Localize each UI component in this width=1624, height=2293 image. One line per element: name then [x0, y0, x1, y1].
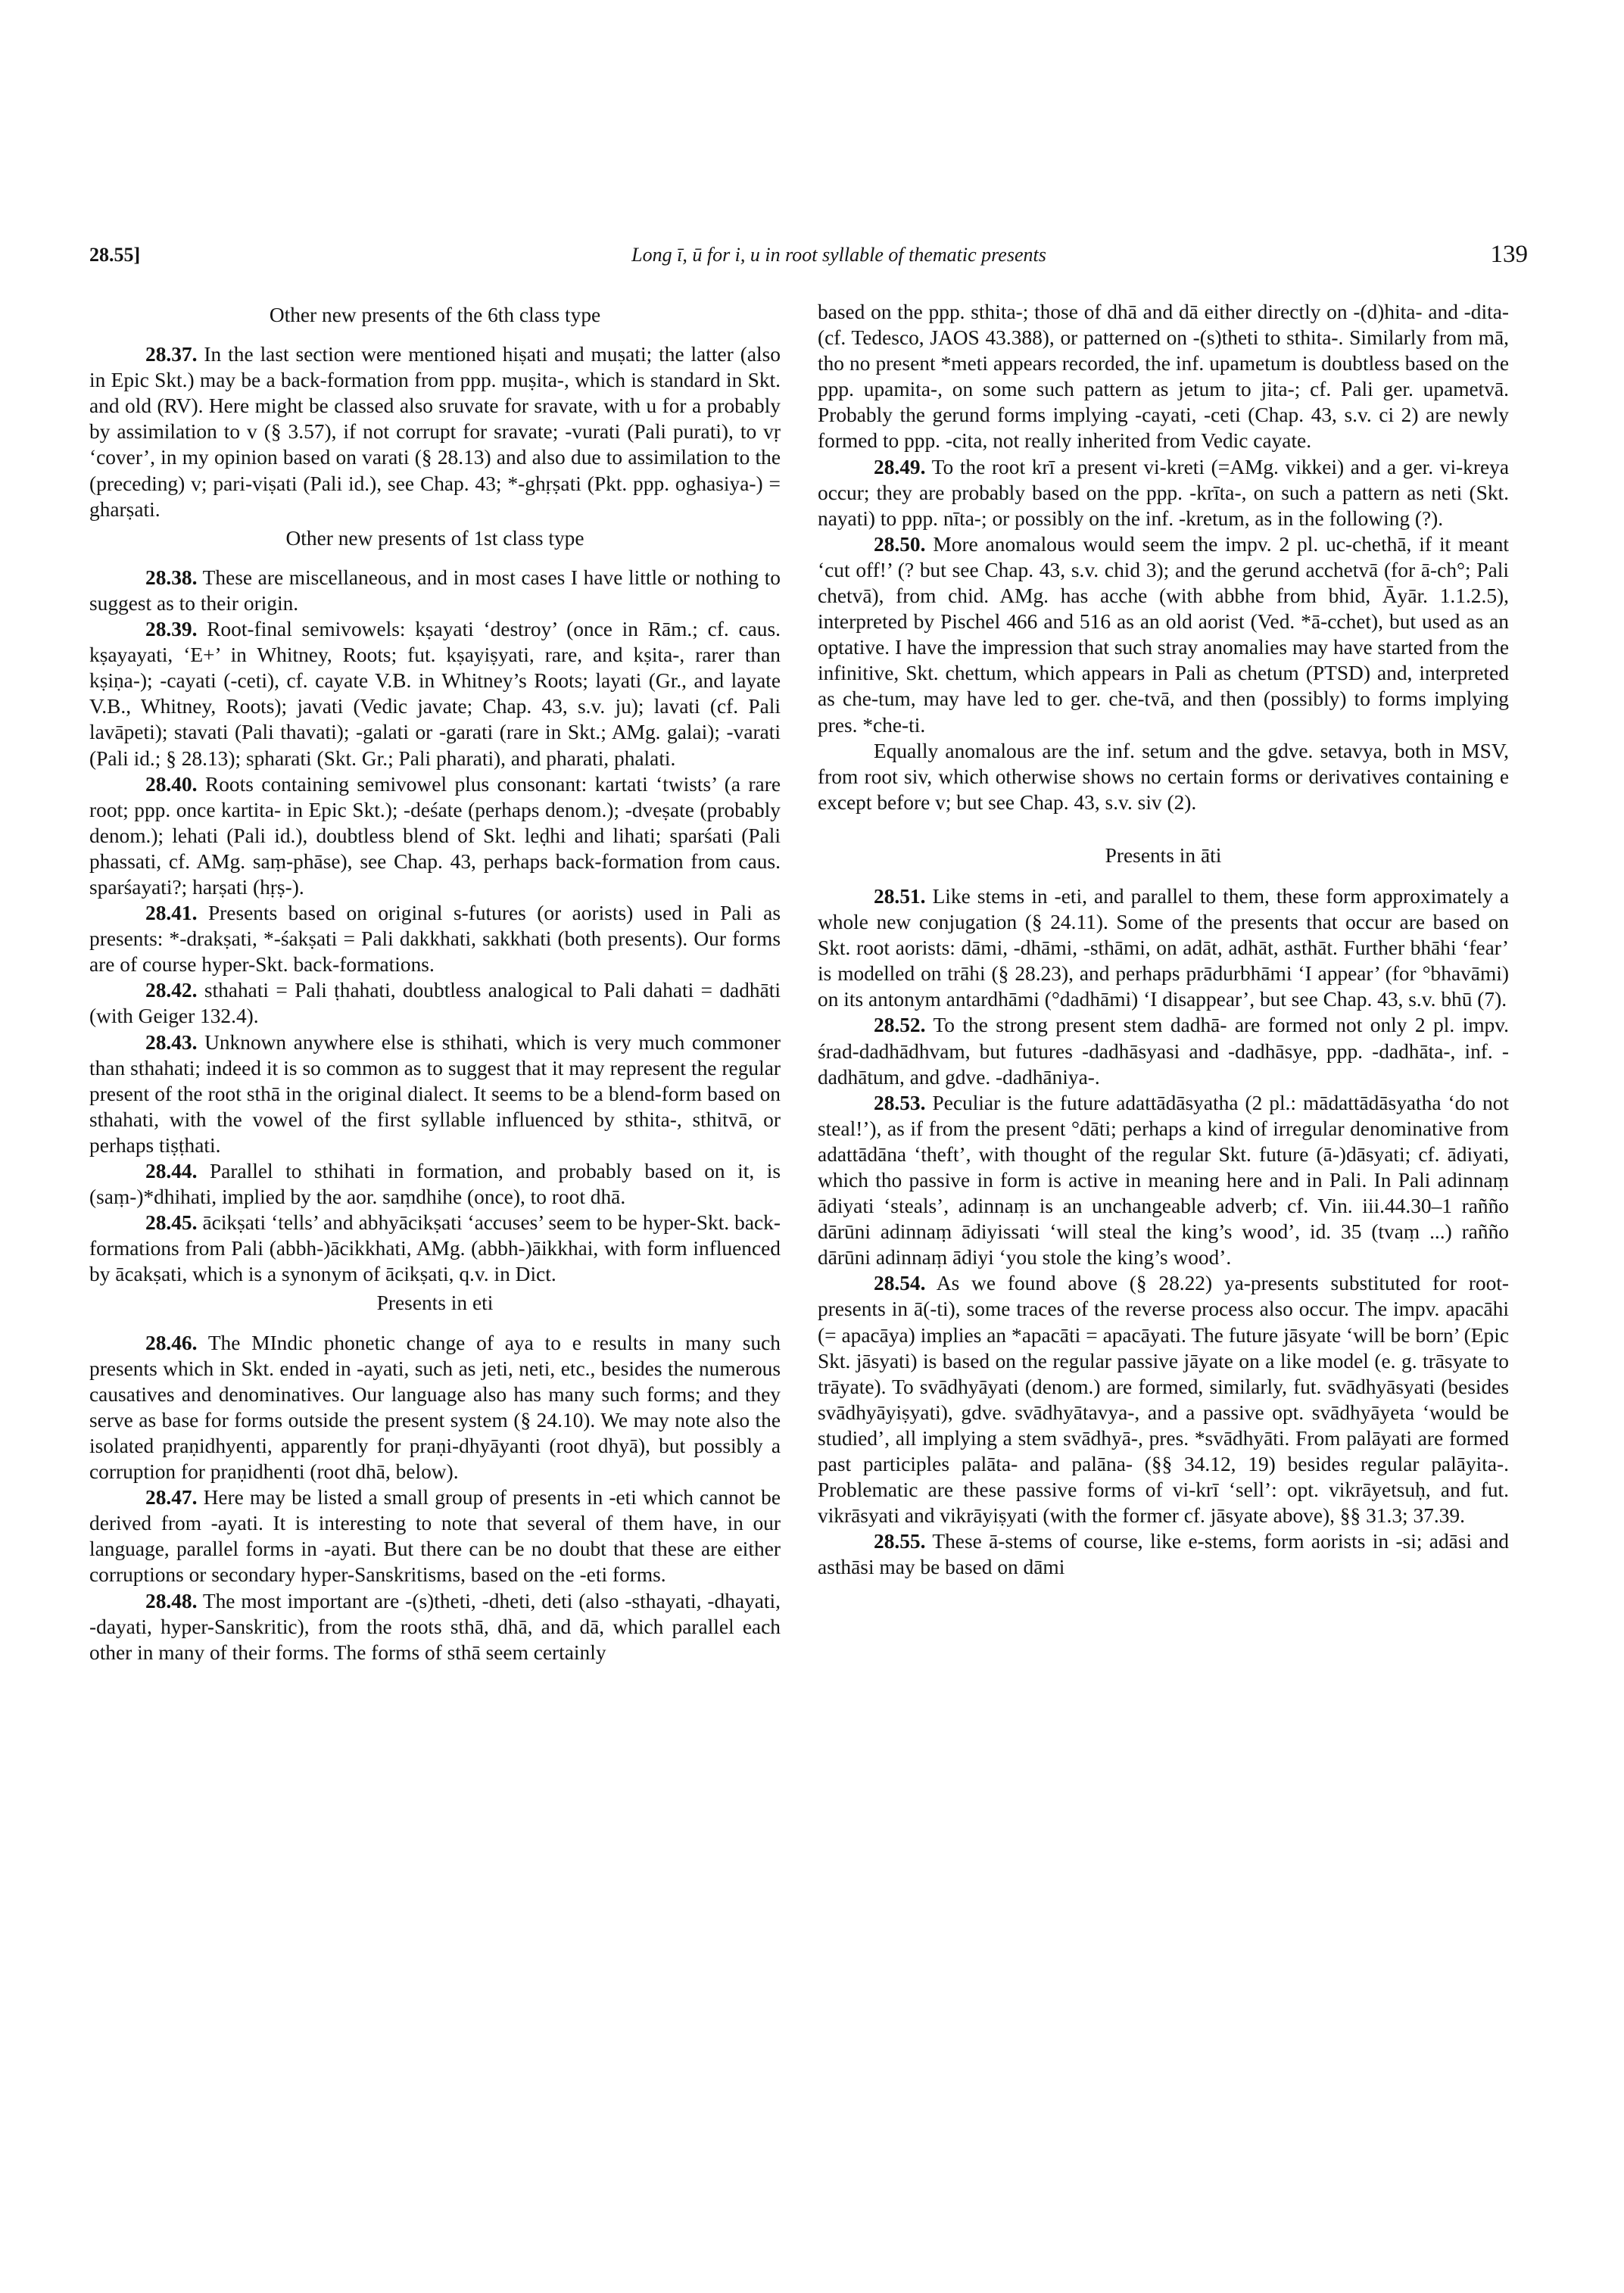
right-column — [818, 299, 1509, 1581]
paragraph-number: 28.47. — [145, 1486, 198, 1509]
paragraph — [89, 1485, 781, 1587]
paragraph-number: 28.38. — [145, 565, 198, 589]
paragraph-number: 28.41. — [145, 902, 198, 925]
paragraph-text: based on the ppp. sthita-; those of dhā and dā either directly on -(d)hita- and -dita- (cf. Tedesco, JAOS 43.388), or patterned on -(s)theti to sthita-. Similarly from mā, tho no present *meti appears recorded, the inf. upametum is doubtless based on the ppp. upamita-, on some such pattern as jetum to jita-; cf. Pali ger. upametvā. Probably the gerund forms implying -cayati, -ceti (Chap. 43, s.v. ci 2) are newly formed to ppp. -cita, not really inherited from Vedic cayate. — [818, 301, 1509, 453]
paragraph — [89, 1210, 781, 1287]
paragraph — [89, 1588, 781, 1665]
paragraph-number: 28.52. — [874, 1014, 926, 1037]
section-heading: Presents in āti — [1105, 843, 1222, 867]
paragraph-number: 28.40. — [145, 772, 198, 796]
paragraph — [89, 1330, 781, 1485]
paragraph — [818, 1528, 1509, 1580]
paragraph-number: 28.45. — [145, 1211, 198, 1235]
section-heading: Other new presents of 1st class type — [285, 526, 584, 550]
paragraph-text: Root-final semivowels: kṣayati ‘destroy’ (once in Rām.; cf. caus. kṣayayati, ‘E+’ in Whitney, Roots; fut. kṣayiṣyati, rare, and kṣita-, rarer than kṣiṇa-); -cayati (-ceti), cf. cayate V.B. in Whitney’s Roots; layati (Gr., and layate V.B., Whitney, Roots); javati (Vedic javate; Chap. 43, s.v. ju); lavati (cf. Pali lavāpeti); stavati (Pali thavati); -galati or -garati (rare in Skt.; AMg. galai); -varati (Pali id.; § 28.13); spharati (Skt. Gr.; Pali pharati), and pharati, phalati. — [89, 618, 781, 770]
paragraph-text: Parallel to sthihati in formation, and probably based on it, is (saṃ-)*dhihati, implied by the aor. saṃdhihe (once), to root dhā. — [89, 1160, 781, 1209]
paragraph-number: 28.50. — [874, 532, 926, 556]
paragraph-number: 28.53. — [874, 1091, 926, 1114]
paragraph — [818, 531, 1509, 738]
paragraph-number: 28.54. — [874, 1272, 926, 1295]
paragraph-number: 28.48. — [145, 1589, 198, 1612]
paragraph — [818, 454, 1509, 531]
paragraph — [89, 1030, 781, 1158]
paragraph-number: 28.42. — [145, 979, 198, 1002]
paragraph-number: 28.55. — [874, 1530, 926, 1553]
paragraph-text: sthahati = Pali ṭhahati, doubtless analogical to Pali dahati = dadhāti (with Geiger 132.4). — [89, 979, 781, 1028]
paragraph-text: Unknown anywhere else is sthihati, which is very much commoner than sthahati; indeed it is so common as to suggest that it may represent the regular present of the root sthā in the original dialect. It seems to be a blend-form based on sthahati, with the vowel of the first syllable influenced by sthita-, sthitvā, or perhaps tiṣṭhati. — [89, 1030, 781, 1157]
paragraph — [818, 738, 1509, 815]
paragraph — [89, 771, 781, 900]
paragraph-text: As we found above (§ 28.22) ya-presents substituted for root-presents in ā(-ti), some traces of the reverse process also occur. The impv. apacāhi (= apacāya) implies an *apacāti = apacāyati. The future jāsyate ‘will be born’ (Epic Skt. jāsyati) is based on the regular passive jāyate on a like model (e. g. trāsyate to trāyate). To svādhyāyati (denom.) are formed, similarly, fut. svādhyāsyati (besides svādhyāyiṣyati), gdve. svādhyātavya-, and a passive opt. svādhyāyeta ‘would be studied’, all implying a stem svādhyā-, pres. *svādhyāti. From palāyati are formed past participles palāta- and palāna- (§§ 34.12, 19) besides regular palāyita-. Problematic are these passive forms of vi-krī ‘sell’: opt. vikrāyetsuḥ, and fut. vikrāsyati and vikrāyiṣyati (with the former cf. jāsyate above), §§ 31.3; 37.39. — [818, 1272, 1509, 1528]
paragraph-text: In the last section were mentioned hiṣati and muṣati; the latter (also in Epic Skt.) may be a back-formation from ppp. muṣita-, which is standard in Skt. and old (RV). Here might be classed also sruvate for sravate, with u for a probably by assimilation to v (§ 3.57), if not corrupt for sravate; -vurati (Pali purati), to vṛ ‘cover’, in my opinion based on varati (§ 28.13) and also due to assimilation to the (preceding) v; pari-viṣati (Pali id.), see Chap. 43; *-ghṛṣati (Pkt. ppp. oghasiya-) = gharṣati. — [89, 343, 781, 521]
paragraph — [818, 1012, 1509, 1089]
paragraph-text: The most important are -(s)theti, -dheti, deti (also -sthayati, -dhayati, -dayati, hyper-Sanskritic), from the roots sthā, dhā, and dā, which parallel each other in many of their forms. The forms of sthā seem certainly — [89, 1589, 781, 1664]
paragraph-text: These ā-stems of course, like e-stems, form aorists in -si; adāsi and asthāsi may be based on dāmi — [818, 1530, 1509, 1579]
paragraph-number: 28.49. — [874, 455, 926, 478]
paragraph — [89, 1158, 781, 1210]
paragraph-text: ācikṣati ‘tells’ and abhyācikṣati ‘accuses’ seem to be hyper-Skt. back-formations from Pali (abbh-)ācikkhati, AMg. (abbh-)āikkhai, with form influenced by ācakṣati, which is a synonym of ācikṣati, q.v. in Dict. — [89, 1211, 781, 1286]
paragraph — [89, 977, 781, 1029]
paragraph-number: 28.51. — [874, 884, 926, 908]
paragraph-text: Presents based on original s-futures (or aorists) used in Pali as presents: *-drakṣati, *-śakṣati = Pali dakkhati, sakkhati (both presents). Our forms are of course hyper-Skt. back-formations. — [89, 902, 781, 977]
paragraph-number: 28.43. — [145, 1030, 198, 1054]
section-heading: Presents in eti — [376, 1291, 494, 1315]
paragraph-text: Here may be listed a small group of presents in -eti which cannot be derived from -ayati. It is interesting to note that several of them have, in our language, parallel forms in -ayati. But there can be no doubt that these are either corruptions or secondary hyper-Sanskritisms, based on the -eti forms. — [89, 1486, 781, 1587]
paragraph — [818, 883, 1509, 1012]
paragraph-text: Peculiar is the future adattādāsyatha (2 pl.: mādattādāsyatha ‘do not steal!’), as if from the present °dāti; perhaps a kind of irregular denominative from adattādāna ‘theft’, with thought of the regular Skt. future (ā-)dāsyati; cf. ādiyati, which tho passive in form is active in meaning here and in Pali. In Pali adinnaṃ ādiyati ‘steals’, adinnaṃ is an unchangeable adverb; cf. Vin. iii.44.30–1 rañño dārūni adinnaṃ ādiyissati ‘will steal the king’s wood’, id. 35 (tvaṃ ...) rañño dārūni adinnaṃ ādiyi ‘you stole the king’s wood’. — [818, 1091, 1509, 1270]
paragraph-number: 28.46. — [145, 1331, 198, 1354]
paragraph-number: 28.37. — [145, 343, 198, 366]
paragraph-text: The MIndic phonetic change of aya to e results in many such presents which in Skt. ended in -ayati, such as jeti, neti, etc., besides the numerous causatives and denominatives. Our language also has many such forms; and they serve as base for forms outside the present system (§ 24.10). We may note also the isolated praṇidhyenti, apparently for praṇi-dhyāyanti (root dhyā), but possibly a corruption for praṇidhenti (root dhā, below). — [89, 1331, 781, 1484]
paragraph — [89, 341, 781, 522]
paragraph — [818, 1090, 1509, 1271]
page-number: 139 — [1490, 241, 1528, 268]
paragraph-text: To the root krī a present vi-kreti (=AMg. vikkei) and a ger. vi-kreya occur; they are probably based on the ppp. -krīta-, on such a pattern as neti (Skt. nayati) to ppp. nīta-; or possibly on the inf. -kretum, as in the following (?). — [818, 455, 1510, 530]
paragraph-text: These are miscellaneous, and in most cases I have little or nothing to suggest as to their origin. — [89, 565, 781, 615]
section-heading: Other new presents of the 6th class type — [269, 304, 601, 326]
paragraph-text: More anomalous would seem the impv. 2 pl. uc-chethā, if it meant ‘cut off!’ (? but see Chap. 43, s.v. chid 3); and the gerund acchetvā (for ā-ch°; Pali chetvā), from chid. AMg. has acche (with abbhe from bhid, Āyār. 1.1.2.5), interpreted by Pischel 466 and 516 as an old aorist (Ved. *ā-cchet), but used as an optative. I have the impression that such stray anomalies may have started from the infinitive, Skt. chettum, which appears in Pali as chetum (PTSD) and, interpreted as che-tum, may have led to ger. che-tvā, and then (possibly) to forms implying pres. *che-ti. — [818, 532, 1509, 737]
running-title: Long ī, ū for i, u in root syllable of thematic presents — [631, 244, 1046, 266]
paragraph-number: 28.39. — [145, 618, 198, 641]
page-header — [89, 241, 1528, 279]
paragraph — [89, 616, 781, 771]
section-reference: 28.55] — [89, 244, 141, 266]
paragraph — [89, 565, 781, 616]
paragraph-text: To the strong present stem dadhā- are formed not only 2 pl. impv. śrad-dadhādhvam, but futures -dadhāsyasi and -dadhāsye, ppp. -dadhāta-, inf. -dadhātum, and gdve. -dadhāniya-. — [818, 1014, 1509, 1089]
paragraph-text: Like stems in -eti, and parallel to them, these form approximately a whole new conjugation (§ 24.11). Some of the presents that occur are based on Skt. root aorists: dāmi, -dhāmi, -sthāmi, on adāt, adhāt, asthāt. Further bhāhi ‘fear’ is modelled on trāhi (§ 28.23), and perhaps prādurbhāmi ‘I appear’ (for °bhavāmi) on its antonym antardhāmi (°dadhāmi) ‘I disappear’, but see Chap. 43, s.v. bhū (7). — [818, 884, 1509, 1011]
paragraph-text: Equally anomalous are the inf. setum and the gdve. setavya, both in MSV, from root siv, which otherwise shows no certain forms or derivatives containing e except before v; but see Chap. 43, s.v. siv (2). — [818, 739, 1509, 814]
paragraph — [818, 1270, 1509, 1528]
paragraph-number: 28.44. — [145, 1160, 198, 1182]
paragraph — [89, 900, 781, 977]
paragraph-text: Roots containing semivowel plus consonant: kartati ‘twists’ (a rare root; ppp. once kartita- in Epic Skt.); -deśate (perhaps denom.); -dveṣate (probably denom.); lehati (Pali id.), doubtless blend of Skt. leḍhi and lihati; sparśati (Pali phassati, cf. AMg. saṃ-phāse), see Chap. 43, perhaps back-formation from caus. sparśayati?; harṣati (hṛṣ-). — [89, 772, 781, 899]
left-column — [89, 299, 781, 1665]
paragraph — [818, 299, 1509, 454]
